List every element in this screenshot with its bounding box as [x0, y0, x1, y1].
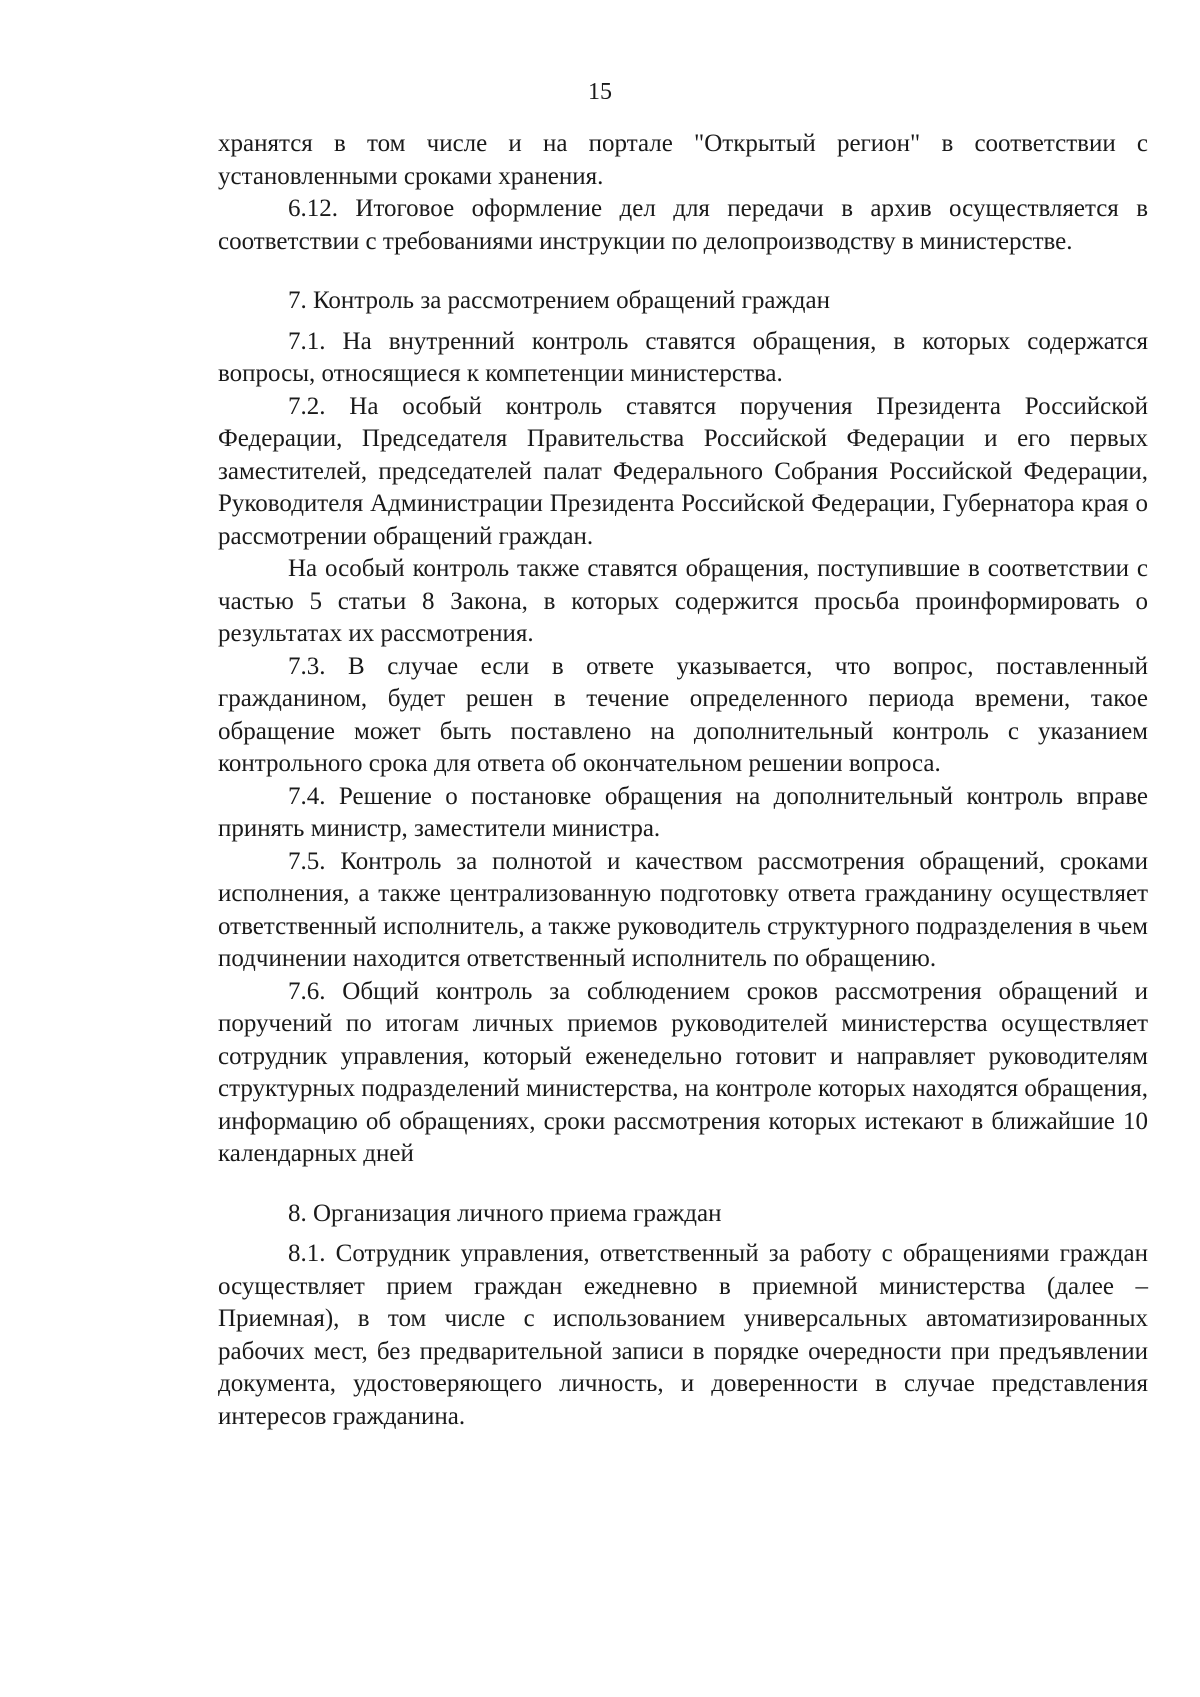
paragraph-8-1: 8.1. Сотрудник управления, ответственный за работу с обращениями граждан осуществляет прием граждан ежедневно в приемной министерства (далее – Приемная), в том числе с использованием универсальных автоматизированных рабочих мест, без предварительной записи в порядке очередности при предъявлении документа, удостоверяющего личность, и доверенности в случае представления интересов гражданина.: [218, 1240, 1148, 1430]
page-number: 15: [588, 79, 612, 105]
paragraph-7-1: 7.1. На внутренний контроль ставятся обращения, в которых содержатся вопросы, относящиеся к компетенции министерства.: [218, 327, 1148, 387]
section-gap: [218, 258, 1148, 285]
paragraph-7-4: 7.4. Решение о постановке обращения на дополнительный контроль вправе принять министр, заместители министра.: [218, 782, 1148, 842]
paragraph-special-control: На особый контроль также ставятся обращения, поступившие в соответствии с частью 5 статьи 8 Закона, в которых содержится просьба проинформировать о результатах их рассмотрения.: [218, 555, 1148, 647]
paragraph-continuation: хранятся в том числе и на портале "Открытый регион" в соответствии с установленными сроками хранения.: [218, 130, 1148, 190]
paragraph-7-2: 7.2. На особый контроль ставятся поручения Президента Российской Федерации, Председателя Правительства Российской Федерации и его первых заместителей, председателей палат Федерального Собрания Российской Федерации, Руководителя Администрации Президента Российской Федерации, Губернатора края о рассмотрении обращений граждан.: [218, 392, 1148, 550]
heading-gap: [218, 318, 1148, 326]
paragraph-7-6: 7.6. Общий контроль за соблюдением сроков рассмотрения обращений и поручений по итогам личных приемов руководителей министерства осуществляет сотрудник управления, который еженедельно готовит и направляет руководителям структурных подразделений министерства, на контроле которых находятся обращения, информацию об обращениях, сроки рассмотрения которых истекают в ближайшие 10 календарных дней: [218, 977, 1148, 1167]
heading-gap: [218, 1230, 1148, 1238]
paragraph-6-12: 6.12. Итоговое оформление дел для передачи в архив осуществляется в соответствии с требованиями инструкции по делопроизводству в министерстве.: [218, 195, 1148, 255]
section-heading-8: 8. Организация личного приема граждан: [288, 1199, 722, 1227]
document-body: [218, 128, 1148, 1433]
paragraph-7-3: 7.3. В случае если в ответе указывается, что вопрос, поставленный гражданином, будет решен в течение определенного периода времени, такое обращение может быть поставлено на дополнительный контроль с указанием контрольного срока для ответа об окончательном решении вопроса.: [218, 652, 1148, 777]
section-gap: [218, 1171, 1148, 1198]
paragraph-7-5: 7.5. Контроль за полнотой и качеством рассмотрения обращений, сроками исполнения, а также централизованную подготовку ответа гражданину осуществляет ответственный исполнитель, а также руководитель структурного подразделения в чьем подчинении находится ответственный исполнитель по обращению.: [218, 847, 1148, 972]
section-heading-7: 7. Контроль за рассмотрением обращений граждан: [288, 287, 830, 314]
